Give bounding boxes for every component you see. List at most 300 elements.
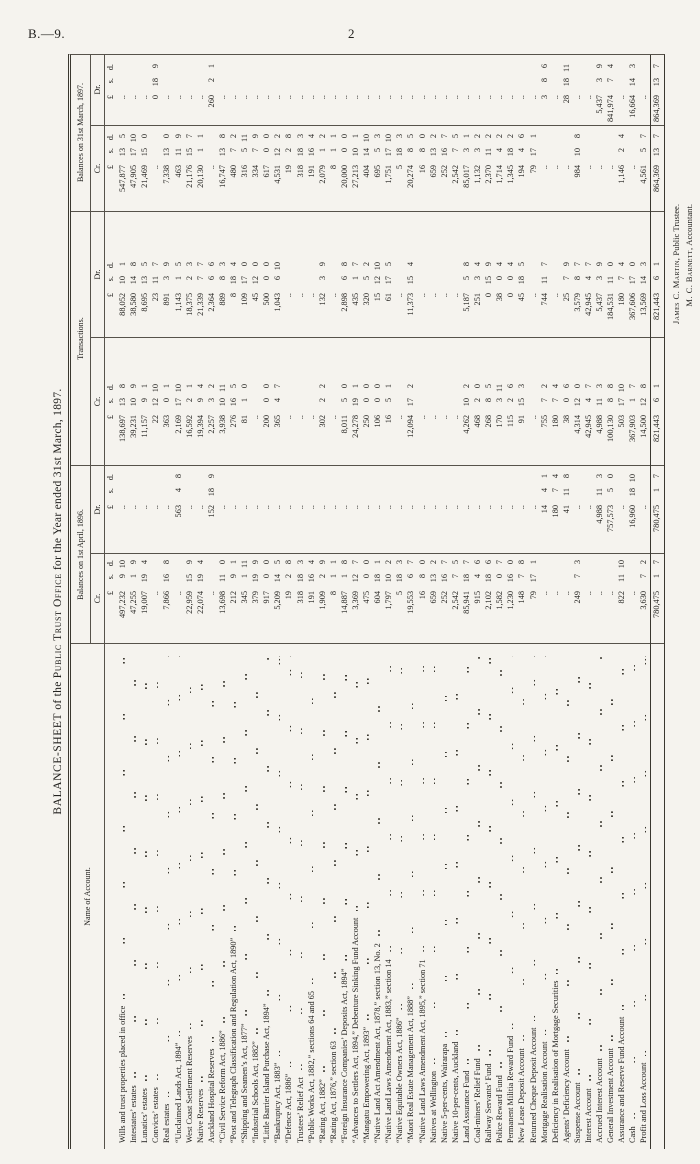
money-cell: 435 1 7 bbox=[350, 212, 361, 338]
money-cell: 170 3 11 bbox=[494, 338, 505, 466]
money-cell: 13,698 11 0 bbox=[217, 554, 228, 644]
table-row bbox=[483, 55, 494, 1149]
money-cell: .. bbox=[550, 54, 561, 126]
money-cell: .. bbox=[283, 466, 294, 554]
sheet-title bbox=[52, 54, 64, 1149]
money-cell: 0 18 9 bbox=[150, 54, 161, 126]
money-cell: .. bbox=[217, 466, 228, 554]
money-cell: 2,364 6 6 bbox=[206, 212, 217, 338]
account-name: Agents’ Deficiency Account bbox=[561, 1049, 571, 1143]
table-row bbox=[472, 55, 483, 1149]
money-cell: 191 16 4 bbox=[306, 126, 317, 212]
money-cell: 16,664 14 3 bbox=[627, 54, 638, 126]
table-row bbox=[117, 55, 128, 1149]
money-cell: 19 2 8 bbox=[283, 554, 294, 644]
money-cell: 1,146 2 4 bbox=[616, 126, 627, 212]
account-name-cell bbox=[539, 644, 550, 1149]
account-name-cell bbox=[328, 644, 339, 1149]
money-cell: .. bbox=[283, 338, 294, 466]
units-cell: £ s. d. bbox=[105, 212, 117, 338]
money-cell: 3 8 6 bbox=[539, 54, 550, 126]
money-cell: .. bbox=[206, 126, 217, 212]
money-cell: 1,797 10 2 bbox=[383, 554, 394, 644]
money-cell: 22,074 19 4 bbox=[195, 554, 206, 644]
title-part-year: for the Year ended 31st March, 1897. bbox=[52, 388, 64, 574]
account-name: Intestates’ estates bbox=[129, 1085, 139, 1143]
money-cell: 38 0 4 bbox=[494, 212, 505, 338]
money-cell: 2,370 11 2 bbox=[483, 126, 494, 212]
money-cell: .. bbox=[516, 466, 527, 554]
money-cell: .. bbox=[428, 54, 439, 126]
money-cell: 367,903 1 7 bbox=[627, 338, 638, 466]
money-cell: .. bbox=[439, 466, 450, 554]
account-name: “Native Land Laws Amendment Act, 1895,” section 71 bbox=[417, 959, 427, 1143]
account-name: Accrued Interest Account bbox=[595, 1058, 605, 1143]
table-row bbox=[605, 55, 616, 1149]
money-cell: .. bbox=[295, 338, 306, 466]
money-cell: .. bbox=[417, 338, 428, 466]
account-name: Convicts’ estates bbox=[151, 1087, 161, 1143]
money-cell: .. bbox=[350, 54, 361, 126]
money-cell: 8 18 4 bbox=[228, 212, 239, 338]
dot-leader bbox=[223, 656, 225, 1023]
total-cell: 821,443 6 1 bbox=[651, 338, 664, 466]
account-name-cell bbox=[461, 644, 472, 1149]
dot-leader bbox=[534, 656, 536, 1021]
money-cell: 500 0 0 bbox=[261, 212, 272, 338]
money-cell: 148 7 8 bbox=[516, 554, 527, 644]
group-header-balances-1897: Balances on 31st March, 1897. bbox=[71, 54, 91, 212]
money-cell: 659 13 2 bbox=[428, 126, 439, 212]
money-cell: 757,573 5 0 bbox=[605, 466, 616, 554]
table-row bbox=[350, 55, 361, 1149]
money-cell: .. bbox=[583, 466, 594, 554]
account-name: Interest Account bbox=[583, 1088, 593, 1143]
account-name-cell bbox=[483, 644, 494, 1149]
money-cell: 100,130 8 8 bbox=[605, 338, 616, 466]
account-name-cell bbox=[239, 644, 250, 1149]
account-name-cell bbox=[283, 644, 294, 1149]
money-cell: .. bbox=[461, 466, 472, 554]
money-cell: 152 18 9 bbox=[206, 466, 217, 554]
money-cell: 604 18 1 bbox=[372, 554, 383, 644]
account-name: Suspense Account bbox=[572, 1082, 582, 1143]
dot-leader bbox=[301, 656, 303, 1070]
account-name-cell bbox=[583, 644, 594, 1149]
table-row bbox=[516, 55, 527, 1149]
money-cell: 250 0 0 bbox=[361, 338, 372, 466]
table-row bbox=[228, 55, 239, 1149]
dot-leader bbox=[578, 656, 580, 1075]
account-name-cell bbox=[139, 644, 150, 1149]
signature-line bbox=[683, 204, 696, 1149]
units-cell: £ s. d. bbox=[105, 554, 117, 644]
money-cell: 1,751 17 10 bbox=[383, 126, 394, 212]
table-body bbox=[117, 55, 650, 1149]
money-cell: 316 5 11 bbox=[239, 126, 250, 212]
money-cell: .. bbox=[394, 466, 405, 554]
money-cell: 1,230 16 0 bbox=[505, 554, 516, 644]
money-cell: 1,909 2 9 bbox=[317, 554, 328, 644]
totals-name-spacer bbox=[651, 644, 664, 1149]
money-cell: 367,606 17 0 bbox=[627, 212, 638, 338]
account-name-cell bbox=[128, 644, 139, 1149]
money-cell: 2,898 6 8 bbox=[339, 212, 350, 338]
money-cell: 106 0 0 bbox=[372, 338, 383, 466]
dot-leader bbox=[556, 656, 558, 974]
money-cell: 1,043 6 10 bbox=[272, 212, 283, 338]
money-cell: 91 15 3 bbox=[516, 338, 527, 466]
account-name-cell bbox=[439, 644, 450, 1149]
dot-leader bbox=[367, 656, 369, 1020]
money-cell: 12,094 17 2 bbox=[405, 338, 416, 466]
account-name-cell bbox=[638, 644, 649, 1149]
money-cell: .. bbox=[306, 466, 317, 554]
money-cell: .. bbox=[428, 212, 439, 338]
name-of-account-header: Name of Account. bbox=[83, 867, 92, 926]
account-name-cell bbox=[306, 644, 317, 1149]
money-cell: .. bbox=[616, 466, 627, 554]
dot-leader bbox=[545, 656, 547, 1035]
account-name-cell bbox=[527, 644, 538, 1149]
money-cell: 132 3 9 bbox=[317, 212, 328, 338]
money-cell: 345 1 11 bbox=[239, 554, 250, 644]
money-cell: .. bbox=[261, 466, 272, 554]
money-cell: 249 7 3 bbox=[572, 554, 583, 644]
money-cell: .. bbox=[195, 466, 206, 554]
money-cell: .. bbox=[139, 54, 150, 126]
account-name-cell bbox=[550, 644, 561, 1149]
money-cell: .. bbox=[372, 466, 383, 554]
dot-leader bbox=[201, 656, 203, 1082]
money-cell: 318 18 3 bbox=[295, 554, 306, 644]
money-cell: 81 1 0 bbox=[239, 338, 250, 466]
account-name-cell bbox=[361, 644, 372, 1149]
money-cell: 47,905 17 10 bbox=[128, 126, 139, 212]
money-cell: .. bbox=[317, 466, 328, 554]
money-cell: .. bbox=[583, 126, 594, 212]
money-cell: 659 13 2 bbox=[428, 554, 439, 644]
group-header-balances-1896: Balances on 1st April, 1896. bbox=[71, 466, 91, 644]
dot-leader bbox=[478, 656, 480, 1051]
dot-leader bbox=[212, 656, 214, 1042]
table-row bbox=[572, 55, 583, 1149]
money-cell: 2,079 1 2 bbox=[317, 126, 328, 212]
account-name: Native 5-per-cents, Wairarapa bbox=[439, 1043, 449, 1143]
account-name: Returned Cheque Deposit Account bbox=[528, 1027, 538, 1143]
money-cell: .. bbox=[627, 554, 638, 644]
account-name-cell bbox=[184, 644, 195, 1149]
money-cell: .. bbox=[638, 54, 649, 126]
account-name-cell bbox=[561, 644, 572, 1149]
dot-leader bbox=[567, 656, 569, 1042]
table-row bbox=[461, 55, 472, 1149]
dot-leader bbox=[134, 656, 136, 1078]
account-name-cell bbox=[472, 644, 483, 1149]
money-cell: 365 4 7 bbox=[272, 338, 283, 466]
money-cell: .. bbox=[483, 466, 494, 554]
money-cell: 891 3 9 bbox=[161, 212, 172, 338]
money-cell: 3,369 12 7 bbox=[350, 554, 361, 644]
units-cell: £ s. d. bbox=[105, 466, 117, 554]
account-name-cell bbox=[605, 644, 616, 1149]
money-cell: 11,373 15 4 bbox=[405, 212, 416, 338]
money-cell: 8 1 1 bbox=[328, 554, 339, 644]
money-cell: .. bbox=[206, 554, 217, 644]
money-cell: 191 16 4 bbox=[306, 554, 317, 644]
account-name: “Bankruptcy Act, 1883” bbox=[273, 1062, 283, 1143]
table-row bbox=[627, 55, 638, 1149]
account-name: “Native Land Act Amendment Act, 1878,” section 13, No. 2 bbox=[373, 943, 383, 1143]
money-cell: .. bbox=[295, 466, 306, 554]
account-name-cell bbox=[261, 644, 272, 1149]
total-cell: 780,475 1 7 bbox=[651, 466, 664, 554]
money-cell: .. bbox=[527, 466, 538, 554]
dot-leader bbox=[412, 656, 414, 989]
account-name: “Post and Telegraph Classification and Regulation Act, 1890” bbox=[228, 937, 238, 1143]
money-cell: 39,231 10 9 bbox=[128, 338, 139, 466]
group-header-transactions: Transactions. bbox=[71, 212, 91, 466]
table-row bbox=[272, 55, 283, 1149]
money-cell: 27,213 10 1 bbox=[350, 126, 361, 212]
account-name-cell bbox=[317, 644, 328, 1149]
document-reference: B.—9. bbox=[28, 26, 66, 41]
money-cell: 16,960 18 10 bbox=[627, 466, 638, 554]
account-name-cell bbox=[383, 644, 394, 1149]
money-cell: 61 17 5 bbox=[383, 212, 394, 338]
account-name-cell bbox=[339, 644, 350, 1149]
table-row bbox=[439, 55, 450, 1149]
account-name: Trustees’ Relief Act bbox=[295, 1077, 305, 1143]
account-name: “Shipping and Seamen’s Act, 1877” bbox=[240, 1023, 250, 1143]
subheader-1897-dr: Dr. bbox=[91, 54, 104, 126]
account-name: “Defence Act, 1886” bbox=[284, 1073, 294, 1143]
money-cell: .. bbox=[483, 54, 494, 126]
money-cell: .. bbox=[250, 466, 261, 554]
account-name-cell bbox=[172, 644, 183, 1149]
table-row bbox=[494, 55, 505, 1149]
money-cell: .. bbox=[239, 466, 250, 554]
account-name: “Little Barrier Island Purchase Act, 1894” bbox=[262, 1003, 272, 1143]
total-cell: 821,443 6 1 bbox=[651, 212, 664, 338]
money-cell: 822 11 10 bbox=[616, 554, 627, 644]
money-cell: .. bbox=[239, 54, 250, 126]
money-cell: 5,437 3 9 bbox=[594, 54, 605, 126]
table-row bbox=[217, 55, 228, 1149]
money-cell: .. bbox=[450, 338, 461, 466]
money-cell: 1,345 18 2 bbox=[505, 126, 516, 212]
money-cell: 200 0 0 bbox=[261, 338, 272, 466]
title-part-balance-sheet: BALANCE-SHEET bbox=[52, 712, 64, 815]
account-name: Deficiency in Realisation of Mortgage Securities bbox=[550, 980, 560, 1143]
signature-block bbox=[670, 54, 696, 1149]
account-name: Land Assurance Fund bbox=[461, 1070, 471, 1143]
money-cell: 8,011 5 0 bbox=[339, 338, 350, 466]
money-cell: .. bbox=[217, 54, 228, 126]
money-cell: 4,988 11 3 bbox=[594, 338, 605, 466]
money-cell: 1,714 4 2 bbox=[494, 126, 505, 212]
money-cell: 8,695 13 5 bbox=[139, 212, 150, 338]
money-cell: 16 5 1 bbox=[383, 338, 394, 466]
account-name-cell bbox=[295, 644, 306, 1149]
money-cell: 184,531 11 0 bbox=[605, 212, 616, 338]
money-cell: .. bbox=[128, 54, 139, 126]
dot-leader bbox=[489, 656, 491, 1056]
money-cell: 19,553 6 7 bbox=[405, 554, 416, 644]
money-cell: 180 7 4 bbox=[550, 466, 561, 554]
money-cell: .. bbox=[572, 466, 583, 554]
table-row bbox=[539, 55, 550, 1149]
money-cell: .. bbox=[450, 54, 461, 126]
money-cell: 5,209 14 5 bbox=[272, 554, 283, 644]
money-cell: 302 2 2 bbox=[317, 338, 328, 466]
dot-leader bbox=[434, 656, 436, 1064]
account-name: “Rating Act, 1876,” section 63 bbox=[328, 1041, 338, 1143]
dot-leader bbox=[345, 656, 347, 961]
dot-leader bbox=[634, 656, 636, 1119]
money-cell: .. bbox=[394, 338, 405, 466]
money-cell: 4,988 11 3 bbox=[594, 466, 605, 554]
money-cell: 15 12 10 bbox=[372, 212, 383, 338]
account-name-cell bbox=[206, 644, 217, 1149]
money-cell: .. bbox=[228, 54, 239, 126]
account-name: Police Reward Fund bbox=[495, 1075, 505, 1143]
money-cell: 5,187 5 8 bbox=[461, 212, 472, 338]
money-cell: 19 2 8 bbox=[283, 126, 294, 212]
money-cell: .. bbox=[383, 54, 394, 126]
money-cell: 5 18 3 bbox=[394, 554, 405, 644]
table-row bbox=[638, 55, 649, 1149]
money-cell: .. bbox=[383, 466, 394, 554]
table-row bbox=[128, 55, 139, 1149]
account-name: Auckland Hospital Reserves bbox=[206, 1048, 216, 1143]
totals-row bbox=[650, 55, 664, 1149]
money-cell: 252 16 7 bbox=[439, 126, 450, 212]
money-cell: .. bbox=[550, 212, 561, 338]
units-cell: £ s. d. bbox=[105, 338, 117, 466]
table-row bbox=[206, 55, 217, 1149]
money-cell: 480 7 2 bbox=[228, 126, 239, 212]
account-name: Cash bbox=[628, 1126, 638, 1143]
account-name: Assurance and Reserve Fund Account bbox=[617, 1016, 627, 1143]
account-name-cell bbox=[217, 644, 228, 1149]
money-cell: .. bbox=[272, 466, 283, 554]
money-cell: 2,169 17 10 bbox=[172, 338, 183, 466]
money-cell: 379 19 9 bbox=[250, 554, 261, 644]
account-name: Native Reserves bbox=[195, 1088, 205, 1143]
money-cell: .. bbox=[405, 466, 416, 554]
dot-leader bbox=[600, 656, 602, 1051]
money-cell: .. bbox=[161, 466, 172, 554]
money-cell: 23 11 7 bbox=[150, 212, 161, 338]
money-cell: 21,176 15 7 bbox=[184, 126, 195, 212]
money-cell: 180 7 4 bbox=[616, 212, 627, 338]
money-cell: .. bbox=[195, 54, 206, 126]
table-row bbox=[172, 55, 183, 1149]
money-cell: 8 1 1 bbox=[328, 126, 339, 212]
money-cell: 3,630 7 2 bbox=[638, 554, 649, 644]
money-cell: .. bbox=[627, 126, 638, 212]
money-cell: 88,052 10 1 bbox=[117, 212, 128, 338]
table-row bbox=[505, 55, 516, 1149]
table-row bbox=[361, 55, 372, 1149]
money-cell: 252 16 7 bbox=[439, 554, 450, 644]
account-name-cell bbox=[594, 644, 605, 1149]
account-name: Profit and Loss Account bbox=[639, 1062, 649, 1143]
table-row bbox=[150, 55, 161, 1149]
money-cell: 2,542 7 5 bbox=[450, 554, 461, 644]
units-row bbox=[105, 55, 117, 1149]
rotated-sheet bbox=[52, 54, 695, 1149]
money-cell: .. bbox=[272, 54, 283, 126]
account-name-cell bbox=[494, 644, 505, 1149]
table-row bbox=[450, 55, 461, 1149]
money-cell: 563 4 8 bbox=[172, 466, 183, 554]
money-cell: 404 14 10 bbox=[361, 126, 372, 212]
money-cell: 115 2 6 bbox=[505, 338, 516, 466]
money-cell: 18,375 2 3 bbox=[184, 212, 195, 338]
table-row bbox=[428, 55, 439, 1149]
money-cell: 20,130 1 1 bbox=[195, 126, 206, 212]
dot-leader bbox=[234, 656, 236, 931]
money-cell: .. bbox=[261, 54, 272, 126]
money-cell: .. bbox=[561, 554, 572, 644]
money-cell: .. bbox=[450, 466, 461, 554]
table-row bbox=[161, 55, 172, 1149]
account-name: Permanent Militia Reward Fund bbox=[506, 1035, 516, 1143]
money-cell: 260 2 1 bbox=[206, 54, 217, 126]
account-name: “Public Works Act, 1882,” sections 64 and 65 bbox=[306, 991, 316, 1143]
money-cell: 4,314 12 0 bbox=[572, 338, 583, 466]
account-name-cell bbox=[417, 644, 428, 1149]
account-name-cell bbox=[272, 644, 283, 1149]
table-row bbox=[283, 55, 294, 1149]
account-name: “Unclaimed Lands Act, 1894” bbox=[173, 1042, 183, 1143]
account-name-cell bbox=[195, 644, 206, 1149]
account-name: New Lease Deposit Account bbox=[517, 1048, 527, 1143]
money-cell: .. bbox=[505, 466, 516, 554]
account-name: “Mangatu Empowering Act, 1893” bbox=[362, 1026, 372, 1143]
table-row bbox=[527, 55, 538, 1149]
money-cell: .. bbox=[605, 126, 616, 212]
money-cell: .. bbox=[583, 54, 594, 126]
money-cell: .. bbox=[295, 212, 306, 338]
money-cell: .. bbox=[583, 554, 594, 644]
money-cell: .. bbox=[228, 466, 239, 554]
account-name-cell bbox=[350, 644, 361, 1149]
money-cell: 841,974 7 4 bbox=[605, 54, 616, 126]
money-cell: .. bbox=[150, 126, 161, 212]
money-cell: 984 10 8 bbox=[572, 126, 583, 212]
account-name-cell bbox=[161, 644, 172, 1149]
money-cell: .. bbox=[350, 466, 361, 554]
money-cell: 42,945 4 7 bbox=[583, 212, 594, 338]
total-cell: 780,475 1 7 bbox=[651, 554, 664, 644]
money-cell: 4,561 5 7 bbox=[638, 126, 649, 212]
account-name-cell bbox=[572, 644, 583, 1149]
account-name: West Coast Settlement Reserves bbox=[184, 1036, 194, 1143]
money-cell: 194 4 6 bbox=[516, 126, 527, 212]
account-name-cell bbox=[616, 644, 627, 1149]
money-cell: .. bbox=[394, 54, 405, 126]
money-cell: 4,262 10 2 bbox=[461, 338, 472, 466]
account-name-cell bbox=[228, 644, 239, 1149]
money-cell: 0 15 9 bbox=[483, 212, 494, 338]
table-row bbox=[239, 55, 250, 1149]
money-cell: .. bbox=[550, 554, 561, 644]
money-cell: 917 0 0 bbox=[261, 554, 272, 644]
money-cell: 11,157 9 1 bbox=[139, 338, 150, 466]
